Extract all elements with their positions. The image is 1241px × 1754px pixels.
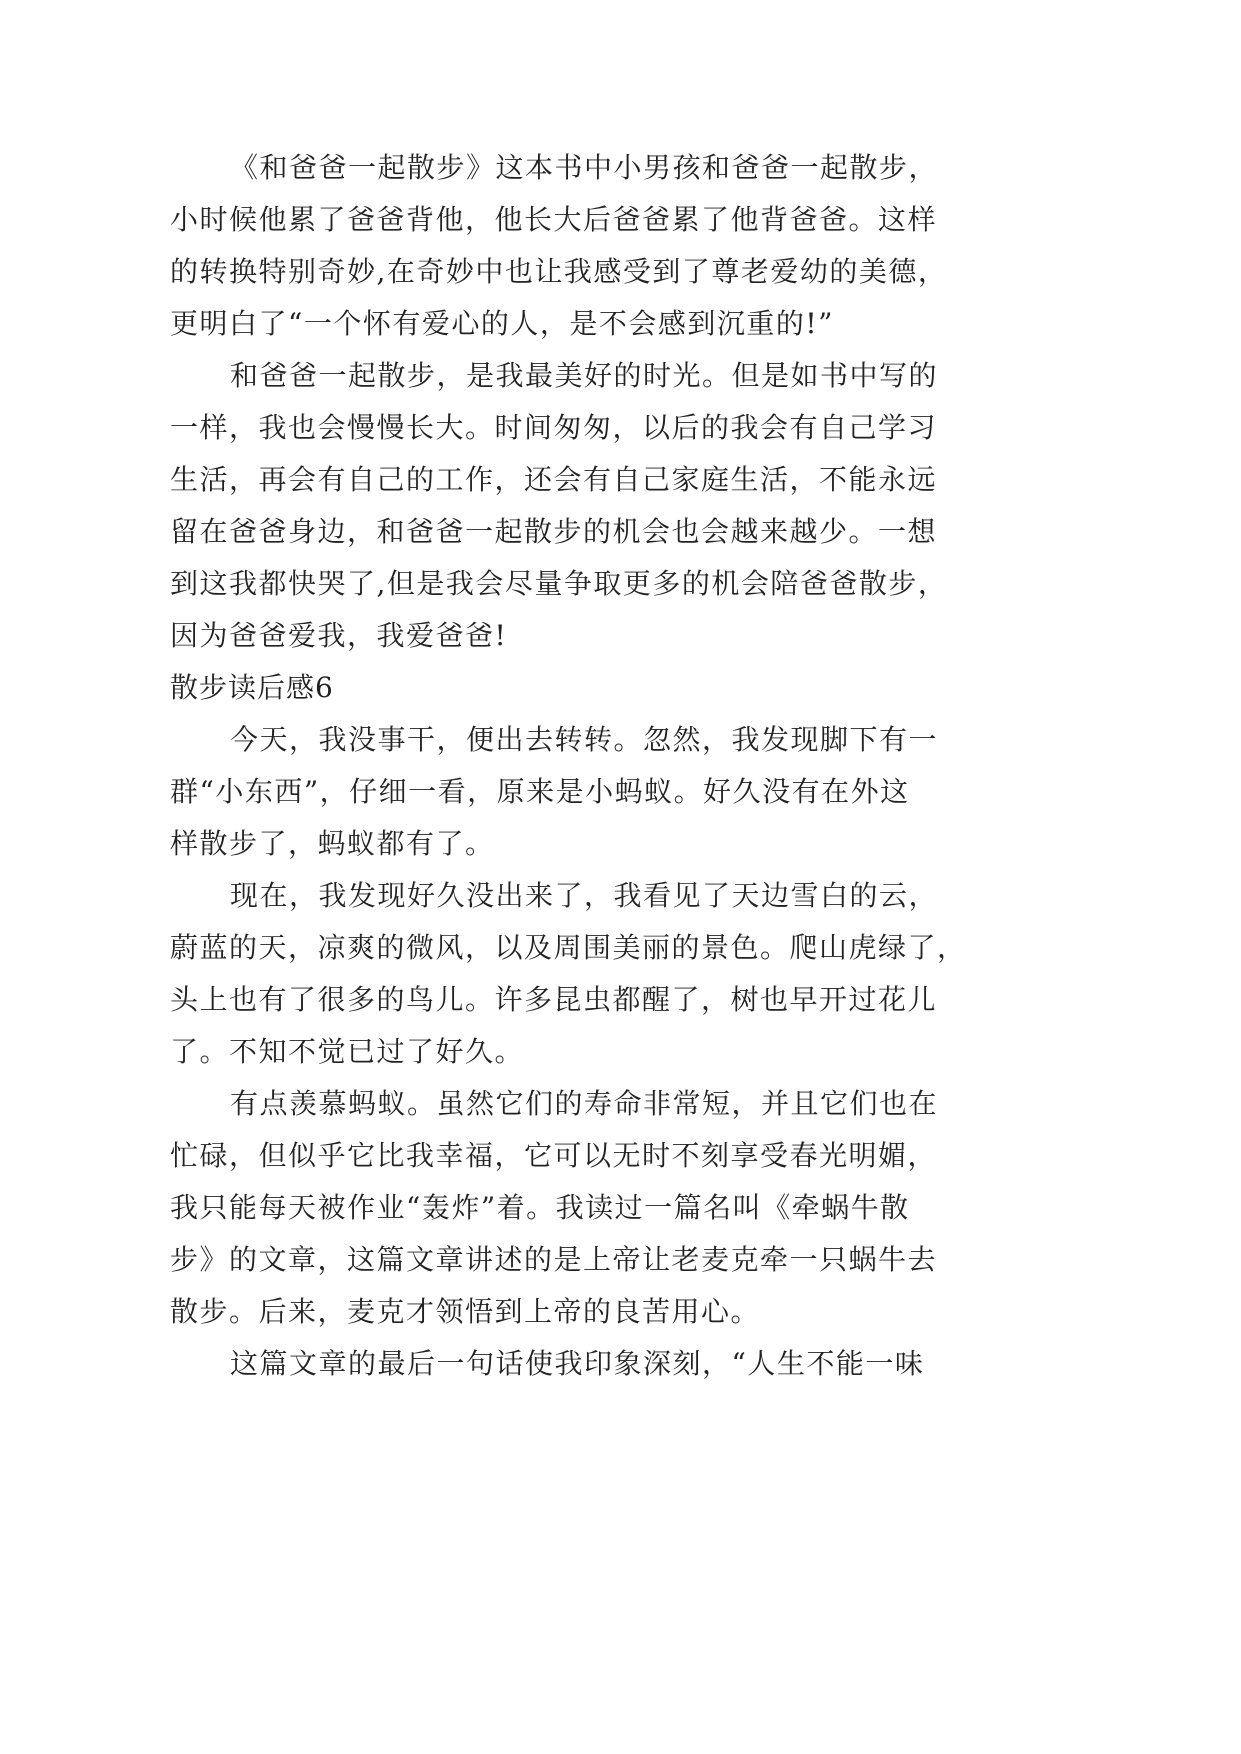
text-line: 到这我都快哭了,但是我会尽量争取更多的机会陪爸爸散步， xyxy=(170,567,948,600)
paragraph xyxy=(170,714,1050,870)
text-line: 和爸爸一起散步，是我最美好的时光。但是如书中写的 xyxy=(230,359,939,392)
paragraph xyxy=(170,870,1050,1078)
text-line: 散步。后来，麦克才领悟到上帝的良苦用心。 xyxy=(170,1295,761,1328)
text-line: 有点羡慕蚂蚁。虽然它们的寿命非常短，并且它们也在 xyxy=(230,1087,939,1120)
text-line: 更明白了“一个怀有爱心的人，是不会感到沉重的!” xyxy=(170,307,834,340)
text-line: 《和爸爸一起散步》这本书中小男孩和爸爸一起散步， xyxy=(230,151,939,184)
text-line: 群“小东西”，仔细一看，原来是小蚂蚁。好久没有在外这 xyxy=(170,775,910,808)
text-line: 我只能每天被作业“轰炸”着。我读过一篇名叫《牵蜗牛散 xyxy=(170,1191,910,1224)
paragraph xyxy=(170,1078,1050,1338)
text-line: 步》的文章，这篇文章讲述的是上帝让老麦克牵一只蜗牛去 xyxy=(170,1243,938,1276)
text-line: 今天，我没事干，便出去转转。忽然，我发现脚下有一 xyxy=(230,723,939,756)
text-line: 的转换特别奇妙,在奇妙中也让我感受到了尊老爱幼的美德， xyxy=(170,255,948,288)
paragraph xyxy=(170,142,1050,350)
text-line: 现在，我发现好久没出来了，我看见了天边雪白的云， xyxy=(230,879,939,912)
text-line: 一样，我也会慢慢长大。时间匆匆，以后的我会有自己学习 xyxy=(170,411,938,444)
text-line: 留在爸爸身边，和爸爸一起散步的机会也会越来越少。一想 xyxy=(170,515,938,548)
text-line: 因为爸爸爱我，我爱爸爸! xyxy=(170,619,508,652)
text-line: 头上也有了很多的鸟儿。许多昆虫都醒了，树也早开过花儿 xyxy=(170,983,938,1016)
text-line: 样散步了，蚂蚁都有了。 xyxy=(170,827,495,860)
section-heading: 散步读后感6 xyxy=(170,671,334,704)
paragraph xyxy=(170,350,1050,662)
document-page xyxy=(170,142,1050,1390)
text-line: 蔚蓝的天，凉爽的微风，以及周围美丽的景色。爬山虎绿了， xyxy=(170,931,967,964)
paragraph xyxy=(170,1338,1050,1390)
text-line: 这篇文章的最后一句话使我印象深刻，“人生不能一味 xyxy=(230,1347,925,1380)
text-line: 了。不知不觉已过了好久。 xyxy=(170,1035,525,1068)
text-line: 小时候他累了爸爸背他，他长大后爸爸累了他背爸爸。这样 xyxy=(170,203,938,236)
text-line: 生活，再会有自己的工作，还会有自己家庭生活，不能永远 xyxy=(170,463,938,496)
text-line: 忙碌，但似乎它比我幸福，它可以无时不刻享受春光明媚， xyxy=(170,1139,938,1172)
